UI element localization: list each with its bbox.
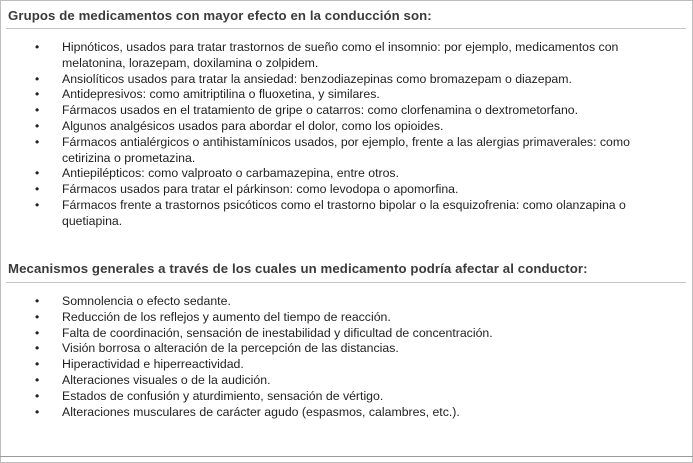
list-item (0, 72, 685, 88)
list-item (0, 310, 685, 326)
section-heading-medication-groups: Grupos de medicamentos con mayor efecto en la conducción son: (8, 8, 432, 23)
list-item-text: Alteraciones visuales o de la audición. (62, 372, 271, 387)
section-heading-general-mechanisms: Mecanismos generales a través de los cuales un medicamento podría afectar al conductor: (8, 261, 588, 276)
bullet-icon: • (35, 118, 40, 133)
mechanisms-list (0, 294, 685, 420)
bullet-icon: • (35, 388, 40, 403)
list-item-text: Fármacos frente a trastornos psicóticos como el trastorno bipolar o la esquizofrenia: como olanzapina o quetiapina. (62, 197, 626, 228)
list-item-text: Antidepresivos: como amitriptilina o fluoxetina, y similares. (62, 87, 380, 102)
list-item-text: Antiepilépticos: como valproato o carbamazepina, entre otros. (62, 166, 399, 181)
list-item-text: Estados de confusión y aturdimiento, sensación de vértigo. (62, 388, 384, 403)
bullet-icon: • (35, 309, 40, 324)
bullet-icon: • (35, 166, 40, 181)
list-item (0, 166, 685, 182)
list-item-text: Fármacos antialérgicos o antihistamínicos usados, por ejemplo, frente a las alergias primaverales: como cetirizina o prometazina. (62, 134, 630, 165)
list-item-text: Hiperactividad e hiperreactividad. (62, 357, 244, 372)
list-item (0, 40, 685, 72)
list-item (0, 294, 685, 310)
list-item (0, 357, 685, 373)
list-item-text: Algunos analgésicos usados para abordar el dolor, como los opioides. (62, 118, 444, 133)
divider (6, 28, 686, 29)
list-item-text: Fármacos usados para tratar el párkinson: como levodopa o apomorfina. (62, 182, 459, 197)
divider (6, 282, 686, 283)
list-item (0, 326, 685, 342)
bullet-icon: • (35, 341, 40, 356)
list-item (0, 373, 685, 389)
list-item-text: Hipnóticos, usados para tratar trastornos de sueño como el insomnio: por ejemplo, medicamentos con melatonina, lorazepam, doxilamina o zolpidem. (62, 40, 619, 70)
bullet-icon: • (35, 134, 40, 149)
bullet-icon: • (35, 357, 40, 372)
list-item (0, 135, 685, 167)
list-item-text: Visión borrosa o alteración de la percepción de las distancias. (62, 341, 399, 356)
bullet-icon: • (35, 40, 40, 54)
list-item (0, 198, 685, 230)
bullet-icon: • (35, 372, 40, 387)
bottom-border (0, 456, 693, 457)
bullet-icon: • (35, 182, 40, 197)
list-item-text: Somnolencia o efecto sedante. (62, 294, 231, 308)
list-item (0, 341, 685, 357)
list-item-text: Alteraciones musculares de carácter agudo (espasmos, calambres, etc.). (62, 404, 460, 419)
list-item (0, 182, 685, 198)
list-item-text: Reducción de los reflejos y aumento del tiempo de reacción. (62, 309, 391, 324)
bullet-icon: • (35, 404, 40, 419)
bullet-icon: • (35, 197, 40, 212)
list-item-text: Fármacos usados en el tratamiento de gripe o catarros: como clorfenamina o dextrometorfano. (62, 103, 579, 118)
bullet-icon: • (35, 294, 40, 308)
list-item-text: Ansiolíticos usados para tratar la ansiedad: benzodiazepinas como bromazepam o diazepam. (62, 71, 572, 86)
bullet-icon: • (35, 103, 40, 118)
medication-groups-list (0, 40, 685, 230)
list-item-text: Falta de coordinación, sensación de inestabilidad y dificultad de concentración. (62, 325, 493, 340)
list-item (0, 103, 685, 119)
list-item (0, 87, 685, 103)
bullet-icon: • (35, 71, 40, 86)
list-item (0, 405, 685, 421)
bullet-icon: • (35, 325, 40, 340)
list-item (0, 119, 685, 135)
bullet-icon: • (35, 87, 40, 102)
list-item (0, 389, 685, 405)
